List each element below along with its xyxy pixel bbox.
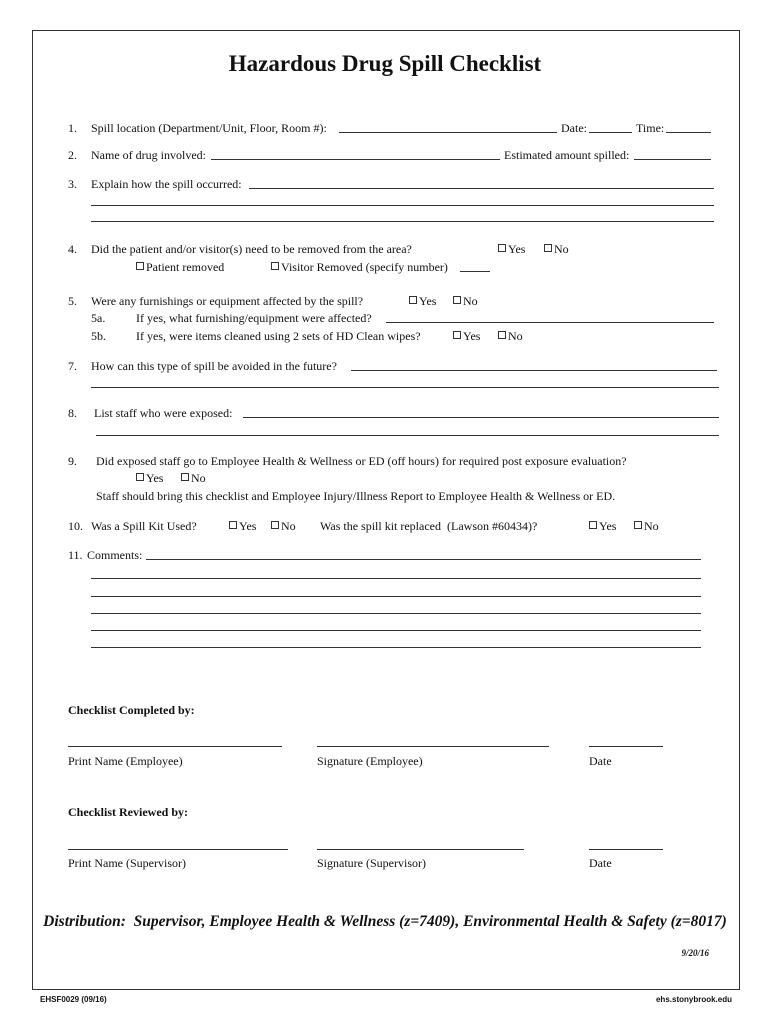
q5b-no-checkbox[interactable]: No	[498, 330, 523, 342]
explain-field[interactable]	[249, 188, 714, 189]
comments-field[interactable]	[146, 559, 701, 560]
q10-label: Was a Spill Kit Used?	[91, 519, 197, 533]
drug-name-field[interactable]	[211, 159, 500, 160]
q1-number: 1.	[68, 121, 77, 135]
revision-date: 9/20/16	[681, 948, 709, 958]
q3-label: Explain how the spill occurred:	[91, 177, 242, 191]
q4-yes-checkbox[interactable]: Yes	[498, 243, 525, 255]
q10-yes-checkbox[interactable]: Yes	[229, 520, 256, 532]
signature-supervisor-label: Signature (Supervisor)	[317, 856, 426, 870]
q10-replaced-no-checkbox[interactable]: No	[634, 520, 659, 532]
q5b-label: If yes, were items cleaned using 2 sets of HD Clean wipes?	[136, 329, 421, 343]
completed-by-heading: Checklist Completed by:	[68, 703, 195, 717]
avoidance-field-line[interactable]	[91, 387, 719, 388]
q3-number: 3.	[68, 177, 77, 191]
signature-employee-label: Signature (Employee)	[317, 754, 423, 768]
explain-field-line[interactable]	[91, 205, 714, 206]
q5-label: Were any furnishings or equipment affected by the spill?	[91, 294, 364, 308]
q9-no-checkbox[interactable]: No	[181, 472, 206, 484]
spill-location-field[interactable]	[339, 132, 557, 133]
q9-note: Staff should bring this checklist and Employee Injury/Illness Report to Employee Health & Wellness or ED.	[96, 489, 616, 503]
q9-label: Did exposed staff go to Employee Health & Wellness or ED (off hours) for required post exposure evaluation?	[96, 454, 627, 468]
q8-label: List staff who were exposed:	[94, 406, 233, 420]
amount-field[interactable]	[634, 159, 711, 160]
q2-number: 2.	[68, 148, 77, 162]
comments-field-line[interactable]	[91, 596, 701, 597]
q7-label: How can this type of spill be avoided in the future?	[91, 359, 337, 373]
q5a-number: 5a.	[91, 311, 106, 325]
q1-label: Spill location (Department/Unit, Floor, Room #):	[91, 121, 327, 135]
exposed-staff-field-line[interactable]	[96, 435, 719, 436]
comments-field-line[interactable]	[91, 630, 701, 631]
q4-no-checkbox[interactable]: No	[544, 243, 569, 255]
amount-label: Estimated amount spilled:	[504, 148, 630, 162]
print-name-employee-label: Print Name (Employee)	[68, 754, 183, 768]
form-id: EHSF0029 (09/16)	[40, 995, 107, 1004]
q10-replaced-label: Was the spill kit replaced (Lawson #60434)?	[320, 519, 538, 533]
q5-no-checkbox[interactable]: No	[453, 295, 478, 307]
supervisor-date-field[interactable]	[589, 849, 663, 850]
q5-number: 5.	[68, 294, 77, 308]
affected-items-field[interactable]	[386, 322, 714, 323]
avoidance-field[interactable]	[351, 370, 717, 371]
supervisor-print-name-field[interactable]	[68, 849, 288, 850]
explain-field-line[interactable]	[91, 221, 714, 222]
comments-field-line[interactable]	[91, 613, 701, 614]
reviewed-by-heading: Checklist Reviewed by:	[68, 805, 188, 819]
q4-label: Did the patient and/or visitor(s) need to be removed from the area?	[91, 242, 412, 256]
website: ehs.stonybrook.edu	[655, 995, 732, 1004]
q5-yes-checkbox[interactable]: Yes	[409, 295, 436, 307]
q5a-label: If yes, what furnishing/equipment were affected?	[136, 311, 372, 325]
employee-date-label: Date	[589, 754, 612, 768]
employee-date-field[interactable]	[589, 746, 663, 747]
employee-print-name-field[interactable]	[68, 746, 282, 747]
date-label: Date:	[561, 121, 587, 135]
q7-number: 7.	[68, 359, 77, 373]
visitor-count-field[interactable]	[460, 271, 490, 272]
q5b-number: 5b.	[91, 329, 106, 343]
date-field[interactable]	[589, 132, 632, 133]
comments-field-line[interactable]	[91, 647, 701, 648]
distribution-line: Distribution: Supervisor, Employee Health & Wellness (z=7409), Environmental Health & Safety (z=8017)	[43, 913, 727, 930]
q2-label: Name of drug involved:	[91, 148, 206, 162]
visitor-removed-checkbox[interactable]: Visitor Removed (specify number)	[271, 261, 448, 273]
q4-number: 4.	[68, 242, 77, 256]
q5b-yes-checkbox[interactable]: Yes	[453, 330, 480, 342]
q11-number: 11.	[68, 548, 83, 562]
patient-removed-checkbox[interactable]: Patient removed	[136, 261, 224, 273]
q9-yes-checkbox[interactable]: Yes	[136, 472, 163, 484]
comments-field-line[interactable]	[91, 578, 701, 579]
supervisor-date-label: Date	[589, 856, 612, 870]
form-title: Hazardous Drug Spill Checklist	[228, 51, 542, 76]
print-name-supervisor-label: Print Name (Supervisor)	[68, 856, 186, 870]
time-label: Time:	[636, 121, 665, 135]
q10-no-checkbox[interactable]: No	[271, 520, 296, 532]
supervisor-signature-field[interactable]	[317, 849, 524, 850]
exposed-staff-field[interactable]	[243, 417, 719, 418]
employee-signature-field[interactable]	[317, 746, 549, 747]
q8-number: 8.	[68, 406, 77, 420]
q9-number: 9.	[68, 454, 77, 468]
time-field[interactable]	[666, 132, 711, 133]
q11-label: Comments:	[87, 548, 143, 562]
form-border	[32, 30, 740, 990]
q10-number: 10.	[68, 519, 83, 533]
q10-replaced-yes-checkbox[interactable]: Yes	[589, 520, 616, 532]
